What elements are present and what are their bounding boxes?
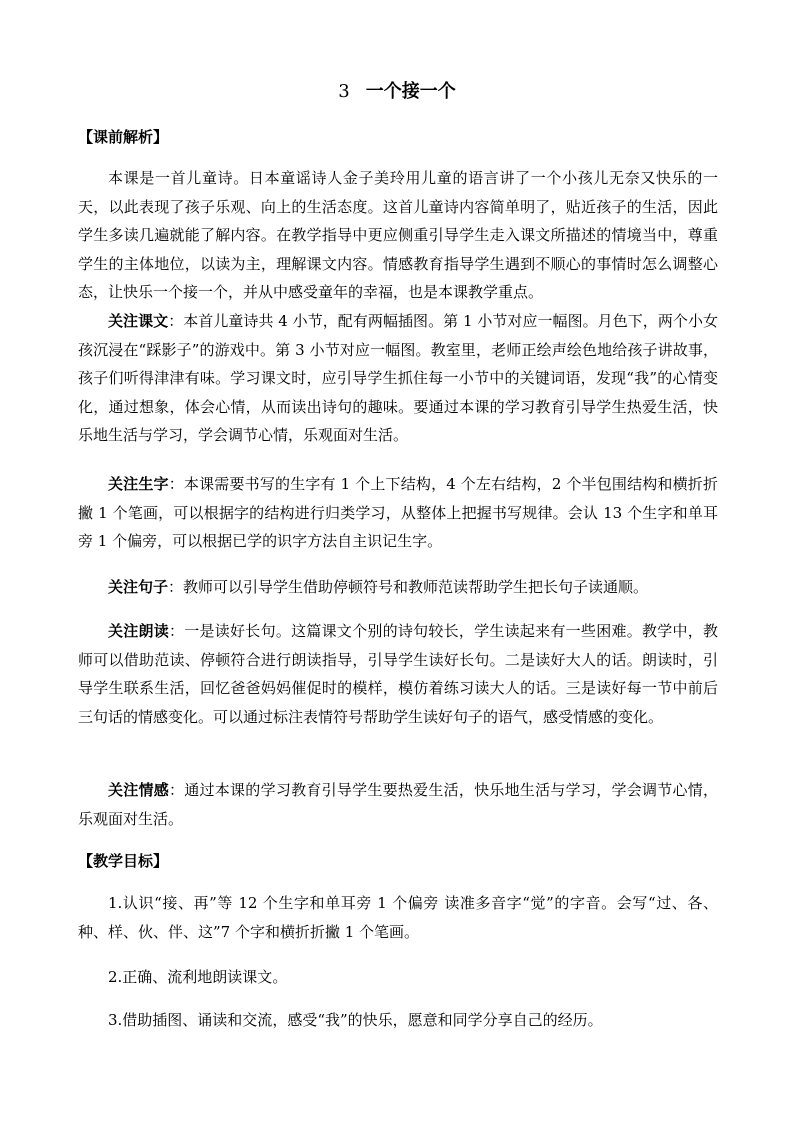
page-title [0,80,794,104]
lesson-number: 3 [338,81,350,102]
focus-chars-label: 关注生字 [108,475,169,493]
focus-sentences-label: 关注句子 [108,578,169,596]
goal-item-1: 1.认识“接、再”等 12 个生字和单耳旁 1 个偏旁 读准多音字“觉”的字音。会写“过、各、种、样、伙、伴、这”7 个字和横折折撇 1 个笔画。 [78,894,718,941]
focus-emotion-body: ：通过本课的学习教育引导学生要热爱生活，快乐地生活与学习，学会调节心情，乐观面对生活。 [78,781,718,828]
focus-chars-body: ：本课需要书写的生字有 1 个上下结构，4 个左右结构，2 个半包围结构和横折折撇 1 个笔画，可以根据字的结构进行归类学习，从整体上把握书写规律。会认 13 个生字和单耳旁 1 个偏旁，可以根据已学的识字方法自主识记生字。 [78,475,718,550]
lesson-title: 一个接一个 [365,81,456,102]
focus-text-body: ：本首儿童诗共 4 小节，配有两幅插图。第 1 小节对应一幅图。月色下，两个小女孩沉浸在“踩影子”的游戏中。第 3 小节对应一幅图。教室里，老师正绘声绘色地给孩子讲故事，孩子们听得津津有味。学习课文时，应引导学生抓住每一小节中的关键词语，发现“我”的心情变化，通过想象，体会心情，从而读出诗句的趣味。要通过本课的学习教育引导学生热爱生活，快乐地生活与学习，学会调节心情，乐观面对生活。 [78,312,718,444]
focus-emotion-label: 关注情感 [108,781,170,799]
focus-sentences-body: ：教师可以引导学生借助停顿符号和教师范读帮助学生把长句子读通顺。 [168,578,649,596]
focus-text-label: 关注课文 [108,312,169,330]
focus-text-paragraph [78,307,718,450]
focus-sentences-paragraph [78,573,718,602]
intro-paragraph: 本课是一首儿童诗。日本童谣诗人金子美玲用儿童的语言讲了一个小孩儿无奈又快乐的一天，以此表现了孩子乐观、向上的生活态度。这首儿童诗内容简单明了，贴近孩子的生活，因此学生多读几遍就能了解内容。在教学指导中更应侧重引导学生走入课文所描述的情境当中，尊重学生的主体地位，以读为主，理解课文内容。情感教育指导学生遇到不顺心的事情时怎么调整心态，让快乐一个接一个，并从中感受童年的幸福，也是本课教学重点。 [78,169,718,301]
focus-reading-label: 关注朗读 [108,622,170,640]
focus-chars-paragraph [78,470,718,556]
focus-reading-paragraph [78,617,718,731]
section-heading-goals: 【教学目标】 [78,852,169,870]
goal-item-2: 2.正确、流利地朗读课文。 [108,968,288,986]
goal-item-3: 3.借助插图、诵读和交流，感受“我”的快乐，愿意和同学分享自己的经历。 [108,1011,603,1029]
focus-reading-body: ：一是读好长句。这篇课文个别的诗句较长，学生读起来有一些困难。教学中，教师可以借助范读、停顿符合进行朗读指导，引导学生读好长句。二是读好大人的话。朗读时，引导学生联系生活，回忆爸爸妈妈催促时的模样，模仿着练习读大人的话。三是读好每一节中前后三句话的情感变化。可以通过标注表情符号帮助学生读好句子的语气，感受情感的变化。 [78,622,718,726]
focus-emotion-paragraph [78,776,718,833]
section-heading-analysis: 【课前解析】 [78,128,169,146]
